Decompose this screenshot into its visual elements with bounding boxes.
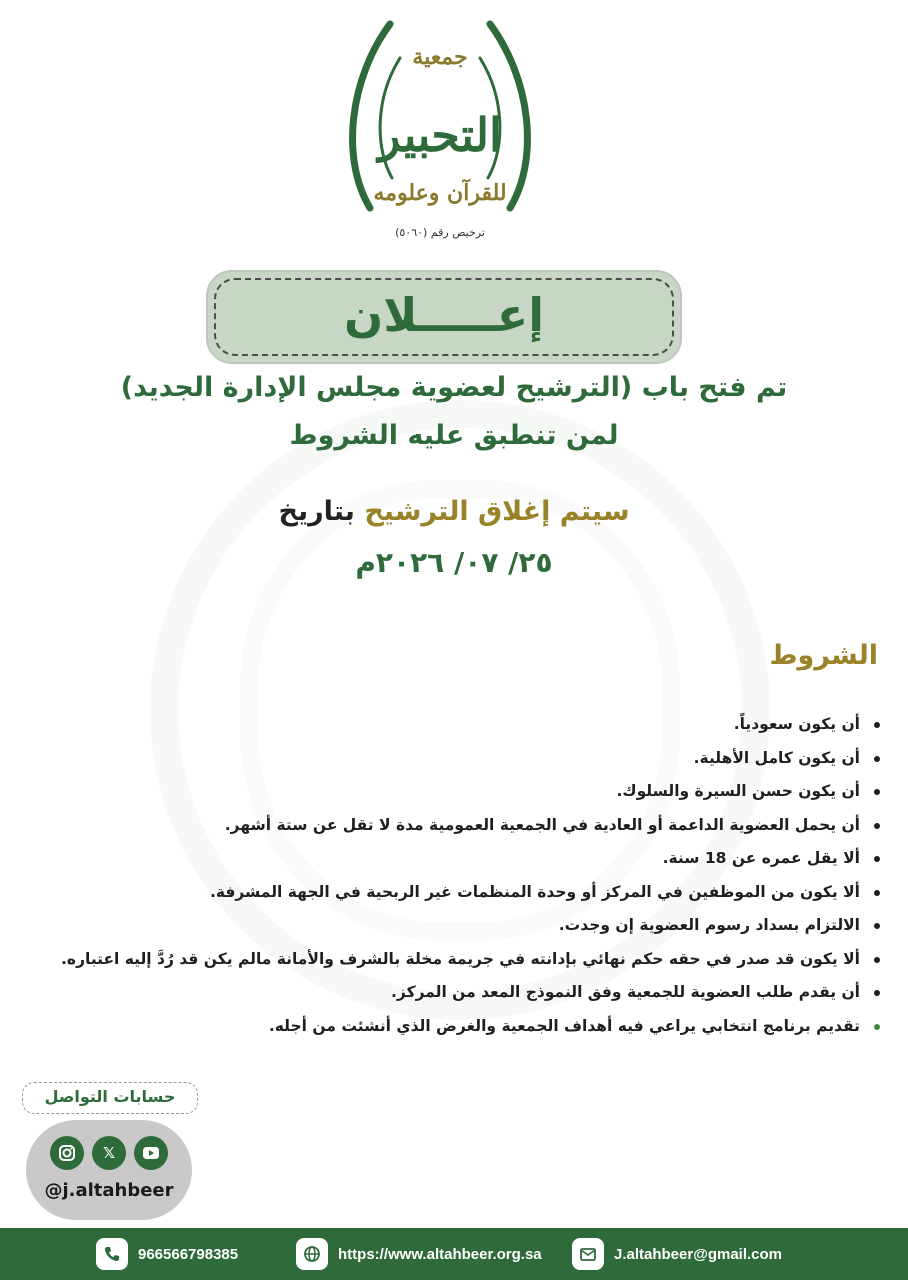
- condition-item: أن يكون كامل الأهلية.: [84, 742, 884, 776]
- condition-item: أن يقدم طلب العضوية للجمعية وفق النموذج المعد من المركز.: [84, 976, 884, 1010]
- condition-item: أن يكون حسن السيرة والسلوك.: [84, 775, 884, 809]
- social-accounts-label: حسابات التواصل: [22, 1082, 198, 1114]
- announcement-title-box: [206, 270, 682, 364]
- instagram-icon[interactable]: [50, 1136, 84, 1170]
- phone-icon: [96, 1238, 128, 1270]
- logo-main-text: التحبير: [378, 108, 502, 162]
- x-icon[interactable]: 𝕏: [92, 1136, 126, 1170]
- email-address: J.altahbeer@gmail.com: [614, 1245, 783, 1263]
- headline-line-1: تم فتح باب (الترشيح لعضوية مجلس الإدارة الجديد): [120, 372, 788, 403]
- footer-website[interactable]: [296, 1237, 542, 1271]
- condition-item: ألا يقل عمره عن 18 سنة.: [84, 842, 884, 876]
- logo-top-text: جمعية: [412, 44, 468, 70]
- youtube-icon[interactable]: [134, 1136, 168, 1170]
- phone-number: 966566798385: [138, 1245, 239, 1263]
- footer-email[interactable]: [572, 1237, 782, 1271]
- closing-text: سيتم إغلاق الترشيح: [364, 496, 630, 527]
- announcement-title: إعـــــلان: [344, 288, 544, 342]
- headline-line-2: لمن تنطبق عليه الشروط: [289, 420, 619, 451]
- website-url: https://www.altahbeer.org.sa: [338, 1245, 542, 1263]
- social-icons: [28, 1136, 190, 1172]
- globe-icon: [296, 1238, 328, 1270]
- condition-item: ألا يكون من الموظفين في المركز أو وحدة المنظمات غير الربحية في الجهة المشرفة.: [84, 876, 884, 910]
- closing-notice: [60, 496, 848, 527]
- contact-footer: [0, 1228, 908, 1280]
- logo-sub-text: للقرآن وعلومه: [373, 180, 507, 206]
- condition-item: ألا يكون قد صدر في حقه حكم نهائي بإدانته في جريمة مخلة بالشرف والأمانة مالم يكن قد رُدَّ إليه اعتباره.: [84, 943, 884, 977]
- condition-item: أن يحمل العضوية الداعمة أو العادية في الجمعية العمومية مدة لا تقل عن ستة أشهر.: [84, 809, 884, 843]
- footer-phone[interactable]: [96, 1237, 238, 1271]
- condition-item: الالتزام بسداد رسوم العضوية إن وجدت.: [84, 909, 884, 943]
- social-handle[interactable]: @j.altahbeer: [44, 1180, 174, 1201]
- closing-date: ٢٥/ ٠٧/ ٢٠٢٦م: [355, 546, 553, 579]
- logo-license-text: ترخيص رقم (٥٠٦٠): [395, 226, 485, 239]
- conditions-list: [61, 708, 884, 1043]
- condition-item: أن يكون سعودياً.: [84, 708, 884, 742]
- association-logo: [330, 18, 550, 250]
- condition-item: تقديم برنامج انتخابي يراعي فيه أهداف الجمعية والغرض الذي أنشئت من أجله.: [84, 1010, 884, 1044]
- email-icon: [572, 1238, 604, 1270]
- conditions-title: الشروط: [769, 640, 878, 671]
- closing-date-label: بتاريخ: [278, 496, 355, 527]
